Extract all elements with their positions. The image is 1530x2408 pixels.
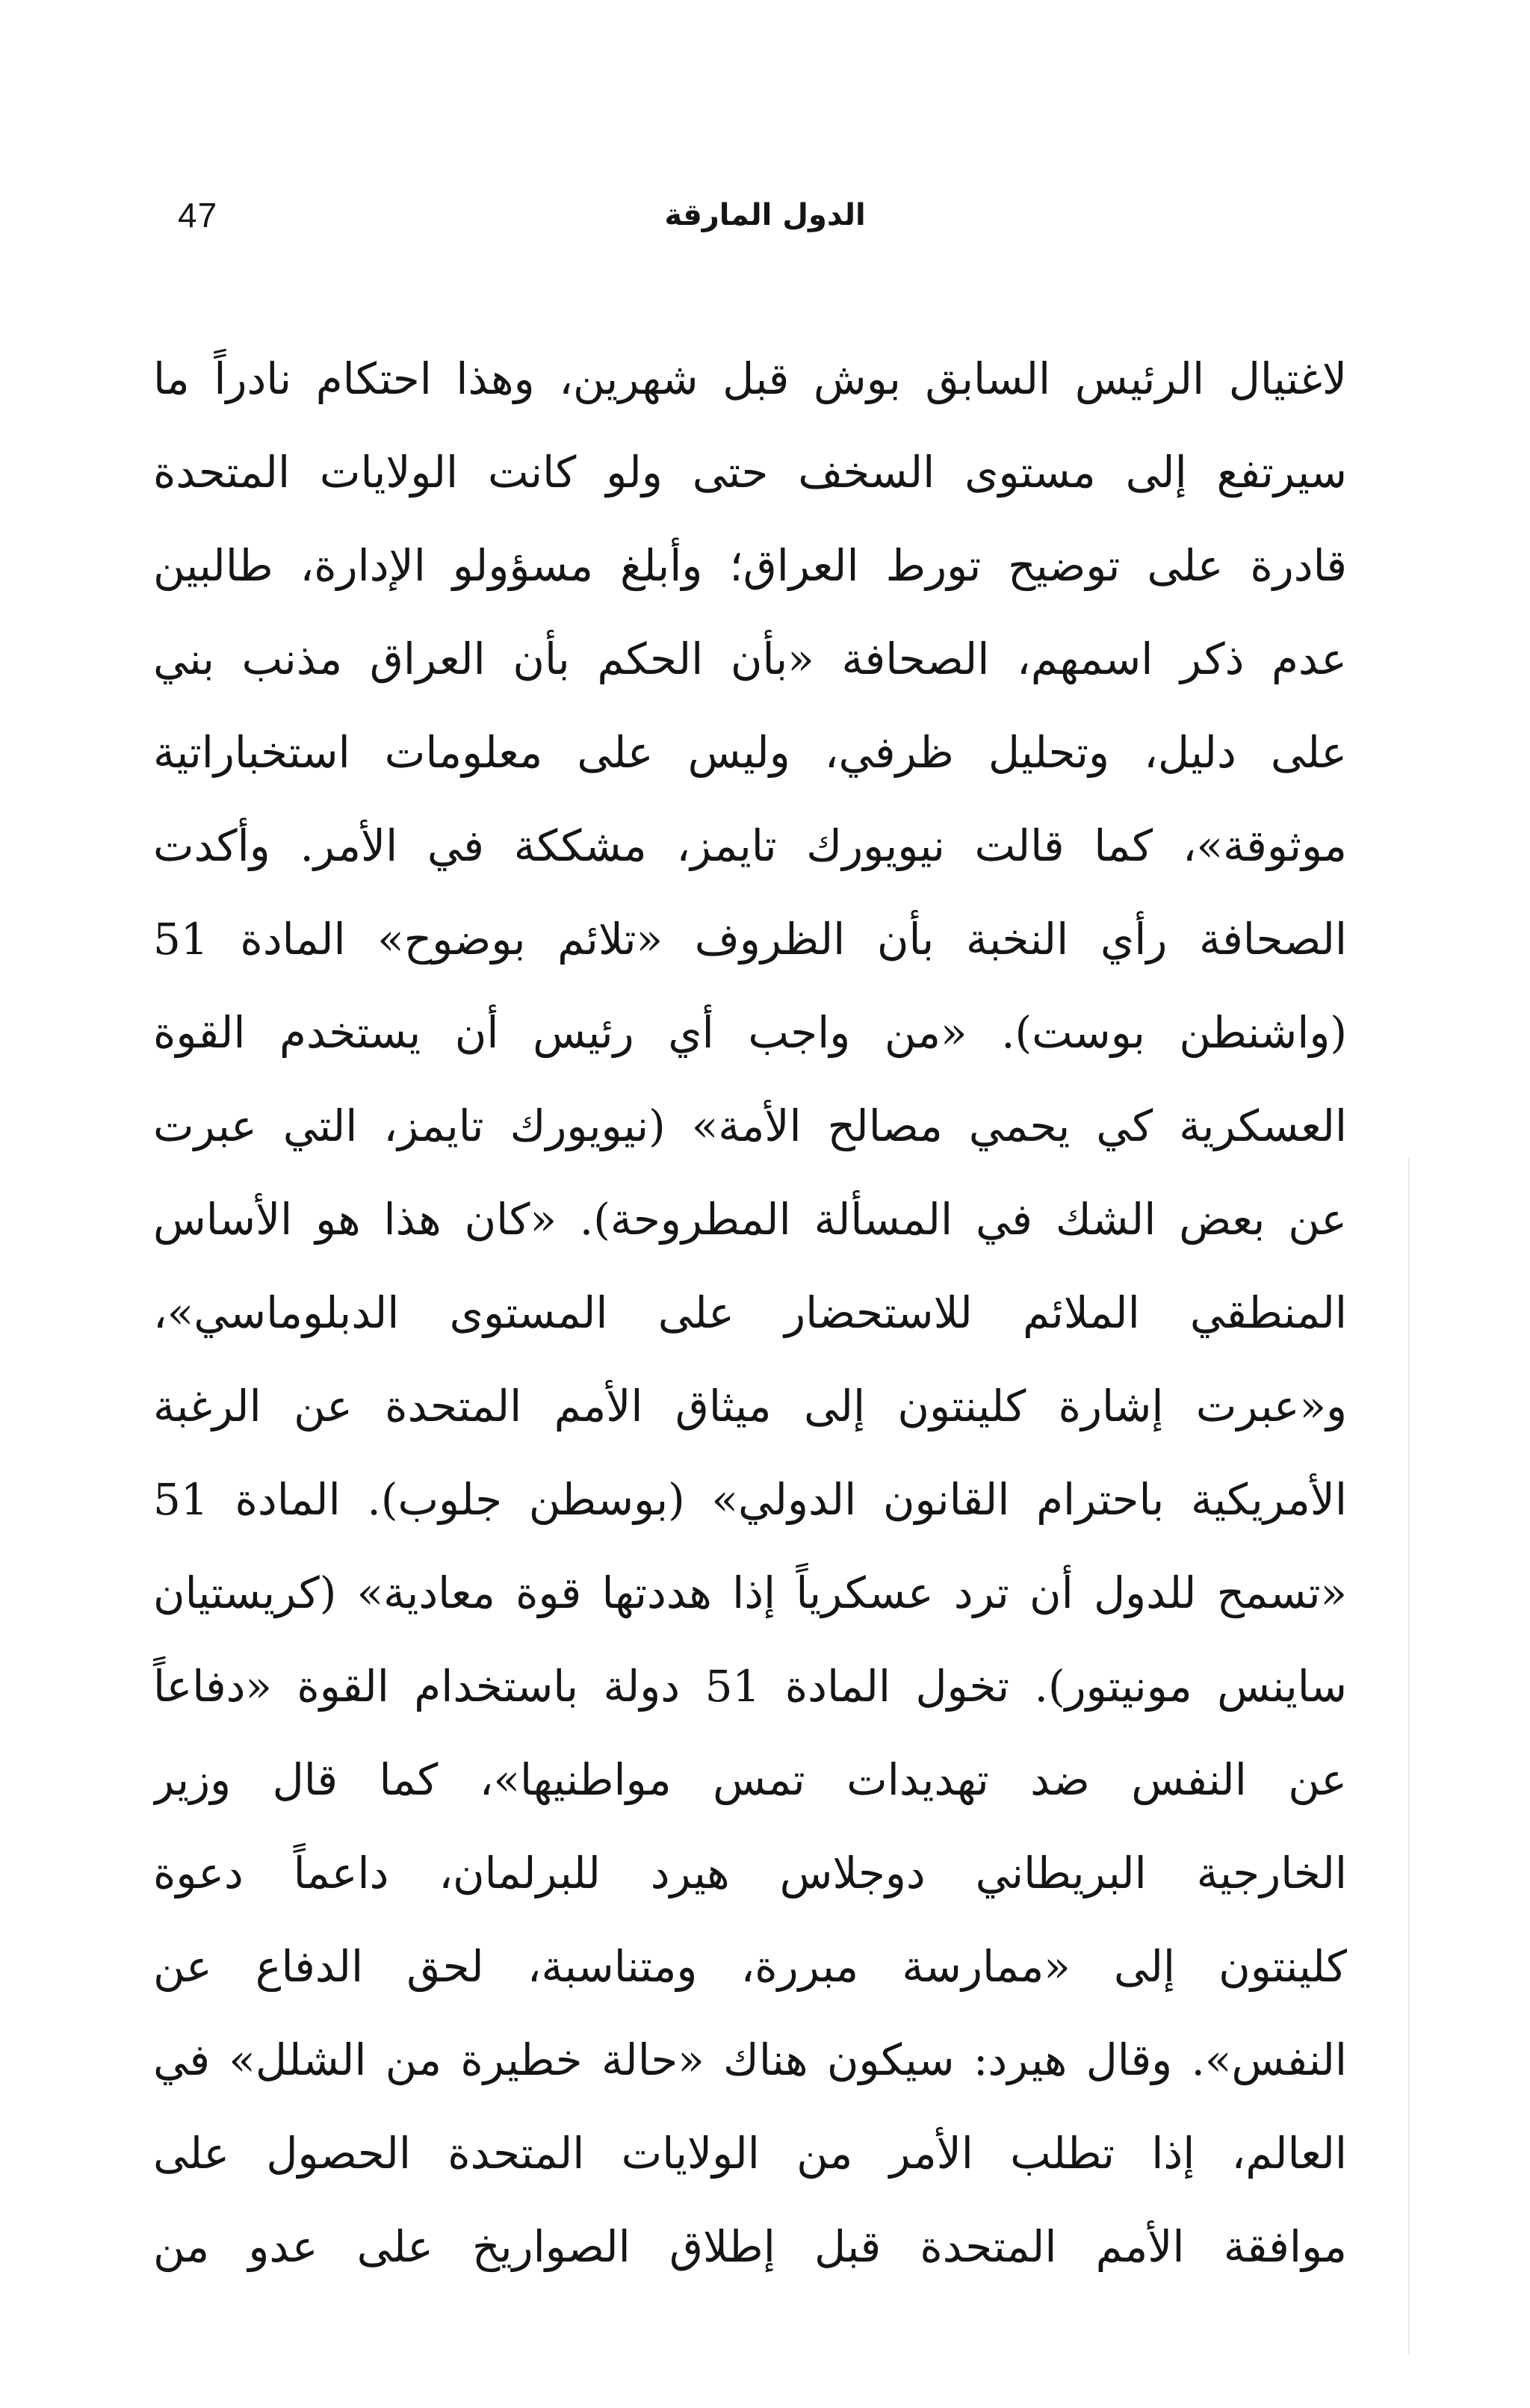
text-line: قادرة على توضيح تورط العراق؛ وأبلغ مسؤولو الإدارة، طالبين bbox=[153, 540, 1347, 591]
text-line: عدم ذكر اسمهم، الصحافة «بأن الحكم بأن العراق مذنب بني bbox=[153, 634, 1347, 684]
page-number: 47 bbox=[178, 196, 218, 235]
page-header bbox=[0, 185, 1530, 245]
text-line: كلينتون إلى «ممارسة مبررة، ومتناسبة، لحق الدفاع عن bbox=[153, 1941, 1347, 1992]
text-line: عن بعض الشك في المسألة المطروحة). «كان هذا هو الأساس bbox=[153, 1194, 1347, 1245]
text-line: موثوقة»، كما قالت نيويورك تايمز، مشككة في الأمر. وأكدت bbox=[153, 820, 1347, 871]
text-line: موافقة الأمم المتحدة قبل إطلاق الصواريخ على عدو من bbox=[153, 2221, 1347, 2272]
text-line: ساينس مونيتور). تخول المادة 51 دولة باستخدام القوة «دفاعاً bbox=[153, 1661, 1347, 1712]
text-line: الخارجية البريطاني دوجلاس هيرد للبرلمان، داعماً دعوة bbox=[153, 1848, 1347, 1898]
text-line: سيرتفع إلى مستوى السخف حتى ولو كانت الولايات المتحدة bbox=[153, 447, 1347, 498]
text-line: الصحافة رأي النخبة بأن الظروف «تلائم بوضوح» المادة 51 bbox=[153, 914, 1347, 965]
running-title: الدول المارقة bbox=[664, 198, 866, 232]
text-line: (واشنطن بوست). «من واجب أي رئيس أن يستخدم القوة bbox=[153, 1007, 1347, 1058]
text-line: «تسمح للدول أن ترد عسكرياً إذا هددتها قوة معادية» (كريستيان bbox=[153, 1567, 1347, 1618]
body-text bbox=[153, 332, 1347, 2294]
text-line: العالم، إذا تطلب الأمر من الولايات المتحدة الحصول على bbox=[153, 2128, 1347, 2179]
text-line: المنطقي الملائم للاستحضار على المستوى الدبلوماسي»، bbox=[153, 1287, 1347, 1338]
text-line: و«عبرت إشارة كلينتون إلى ميثاق الأمم المتحدة عن الرغبة bbox=[153, 1381, 1347, 1432]
text-line: الأمريكية باحترام القانون الدولي» (بوسطن جلوب). المادة 51 bbox=[153, 1474, 1347, 1525]
text-line: لاغتيال الرئيس السابق بوش قبل شهرين، وهذا احتكام نادراً ما bbox=[153, 353, 1347, 404]
text-line: على دليل، وتحليل ظرفي، وليس على معلومات استخباراتية bbox=[153, 727, 1347, 778]
text-line: عن النفس ضد تهديدات تمس مواطنيها»، كما قال وزير bbox=[153, 1754, 1347, 1805]
text-line: النفس». وقال هيرد: سيكون هناك «حالة خطيرة من الشلل» في bbox=[153, 2034, 1347, 2085]
text-line: العسكرية كي يحمي مصالح الأمة» (نيويورك تايمز، التي عبرت bbox=[153, 1101, 1347, 1151]
scan-edge-shadow bbox=[1408, 1158, 1410, 2353]
